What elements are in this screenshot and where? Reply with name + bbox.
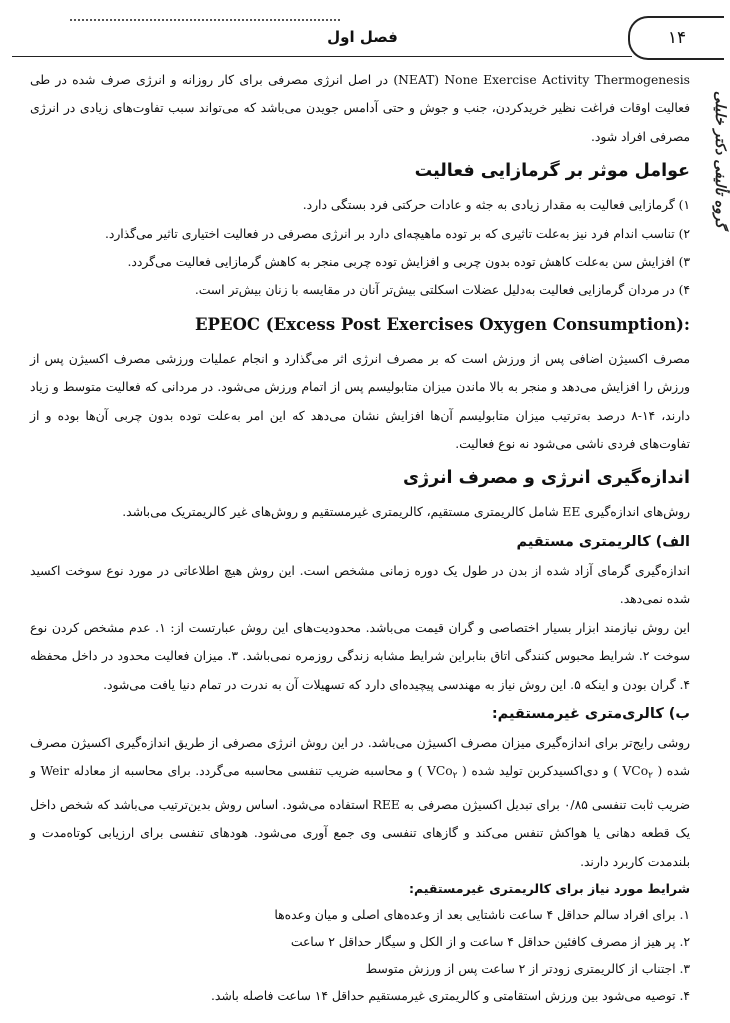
measurement-heading: اندازه‌گیری انرژی و مصرف انرژی bbox=[402, 468, 690, 489]
list-item: ۴. توصیه می‌شود بین ورزش استقامتی و کالریمتری غیرمستقیم حداقل ۱۴ ساعت فاصله باشد. bbox=[210, 988, 690, 1003]
factors-heading: عوامل موثر بر گرمازایی فعالیت bbox=[414, 161, 690, 182]
factors-list bbox=[30, 191, 690, 305]
header-dotted-rule bbox=[70, 19, 340, 21]
epeoc-heading: EPEOC (Excess Post Exercises Oxygen Consumption): bbox=[194, 314, 690, 334]
indirect-text-c: ) و محاسبه ضریب تنفسی محاسبه می‌گردد. برای محاسبه از معادله Weir و ضریب ثابت تنفسی ۰/۸۵ برای تبدیل اکسیژن مصرفی به REE استفاده می‌شود. اساس روش بدین‌ترتیب می‌باشد که شخص داخل یک قطعه دهانی یا هواکش تنفس می‌کند و گازهای تنفسی وی جمع آوری می‌شود. هودهای تنفسی برای ارزیابی کوتاه‌مدت و بلندمدت کاربرد دارند. bbox=[30, 764, 690, 869]
conditions-list bbox=[30, 902, 690, 1010]
vco2-symbol bbox=[426, 764, 458, 782]
page-number: ۱۴ bbox=[667, 28, 687, 48]
list-item: ۳. اجتناب از کالریمتری زودتر از ۲ ساعت پس از ورزش متوسط bbox=[365, 961, 690, 976]
direct-calorimetry-heading: الف) کالریمتری مستقیم bbox=[516, 533, 690, 550]
header-rule bbox=[12, 56, 632, 57]
indirect-calorimetry-heading: ب) کالری‌متری غیرمستقیم: bbox=[491, 705, 690, 722]
list-item: ۳) افزایش سن به‌علت کاهش توده بدون چربی و افزایش توده چربی منجر به کاهش گرمازایی فعالیت می‌گردد. bbox=[127, 255, 690, 270]
side-credit: گروه تألیفی دکتر خلیلی bbox=[712, 91, 728, 229]
neat-term: (NEAT) None Exercise Activity Thermogenesis bbox=[393, 73, 690, 87]
vo2-symbol bbox=[622, 764, 653, 782]
list-item: ۱. برای افراد سالم حداقل ۴ ساعت ناشتایی بعد از وعده‌های اصلی و میان وعده‌ها bbox=[274, 907, 690, 922]
direct-paragraph-2: این روش نیازمند ابزار بسیار اختصاصی و گران قیمت می‌باشد. محدودیت‌های این روش عبارتست از: ۱. عدم مشخص کردن نوع سوخت ۲. شرایط محبوس کنندگی اتاق بنابراین شرایط مشابه زندگی روزمره نمی‌باشد. ۳. میزان فعالیت محدود در داخل محفظه ۴. گران بودن و اینکه ۵. این روش نیاز به مهندسی پیچیده‌ای دارد که تسهیلات آن به ندرت در تمام دنیا یافت می‌شود. bbox=[30, 620, 690, 692]
page-header bbox=[0, 0, 730, 62]
page-content bbox=[30, 66, 690, 1010]
list-item: ۲) تناسب اندام فرد نیز به‌علت تاثیری که بر توده ماهیچه‌ای دارد بر انرژی مصرفی در فعالیت اختیاری تاثیر می‌گذارد. bbox=[104, 226, 690, 241]
vo2-subscript: ۲ bbox=[648, 771, 653, 782]
direct-paragraph-1: اندازه‌گیری گرمای آزاد شده از بدن در طول یک دوره زمانی مشخص است. این روش هیچ اطلاعاتی در مورد نوع سوخت اکسید شده نمی‌دهد. bbox=[30, 563, 690, 607]
list-item: ۴) در مردان گرمازایی فعالیت به‌دلیل عضلات اسکلتی بیش‌تر آنان در مقایسه با زنان بیش‌تر است. bbox=[194, 283, 690, 298]
indirect-text-b: ) و دی‌اکسیدکربن تولید شده ( bbox=[462, 764, 618, 779]
vo2-label: VCo bbox=[622, 764, 649, 779]
list-item: ۲. پر هیز از مصرف کافئین حداقل ۴ ساعت و از الکل و سیگار حداقل ۲ ساعت bbox=[290, 934, 690, 949]
conditions-heading: شرایط مورد نیاز برای کالریمتری غیرمستقیم: bbox=[409, 880, 690, 896]
list-item: ۱) گرمازایی فعالیت به مقدار زیادی به جثه و عادات حرکتی فرد بستگی دارد. bbox=[302, 198, 690, 213]
vco2-subscript: ۲ bbox=[452, 771, 458, 782]
indirect-paragraph bbox=[30, 729, 690, 876]
page-number-tab bbox=[628, 16, 724, 60]
measurement-intro: روش‌های اندازه‌گیری EE شامل کالریمتری مستقیم، کالریمتری غیرمستقیم و روش‌های غیر کالریمتریک می‌باشد. bbox=[122, 505, 690, 520]
neat-paragraph bbox=[30, 66, 690, 151]
chapter-title: فصل اول bbox=[327, 28, 398, 46]
vco2-label: VCo bbox=[426, 764, 453, 779]
epeoc-paragraph: مصرف اکسیژن اضافی پس از ورزش است که بر مصرف انرژی اثر می‌گذارد و انجام عملیات ورزشی مصرف اکسیژن پس از ورزش را افزایش می‌دهد و منجر به بالا ماندن میزان متابولیسم پس از اتمام ورزش می‌شود. در مردانی که فعالیت متوسط و زیاد دارند، ۱۴-۸ درصد به‌ترتیب میزان متابولیسم آن‌ها افزایش نشان می‌دهد که این امر به‌علت توده بدون چربی آن‌ها بوده و از تفاوت‌های فردی ناشی می‌شود نه نوع فعالیت. bbox=[30, 351, 690, 452]
indirect-text-a: روشی رایج‌تر برای اندازه‌گیری میزان مصرف اکسیژن می‌باشد. در این روش انرژی مصرفی از طریق اندازه‌گیری اکسیژن مصرف شده ( bbox=[30, 735, 690, 779]
neat-text: در اصل انرژی مصرفی برای کار روزانه و انرژی صرف شده در طی فعالیت اوقات فراغت نظیر خریدکردن، جنب و جوش و حتی آدامس جویدن می‌باشد که می‌تواند سبب تفاوت‌های زیادی در انرژی مصرفی افراد شود. bbox=[30, 73, 690, 144]
